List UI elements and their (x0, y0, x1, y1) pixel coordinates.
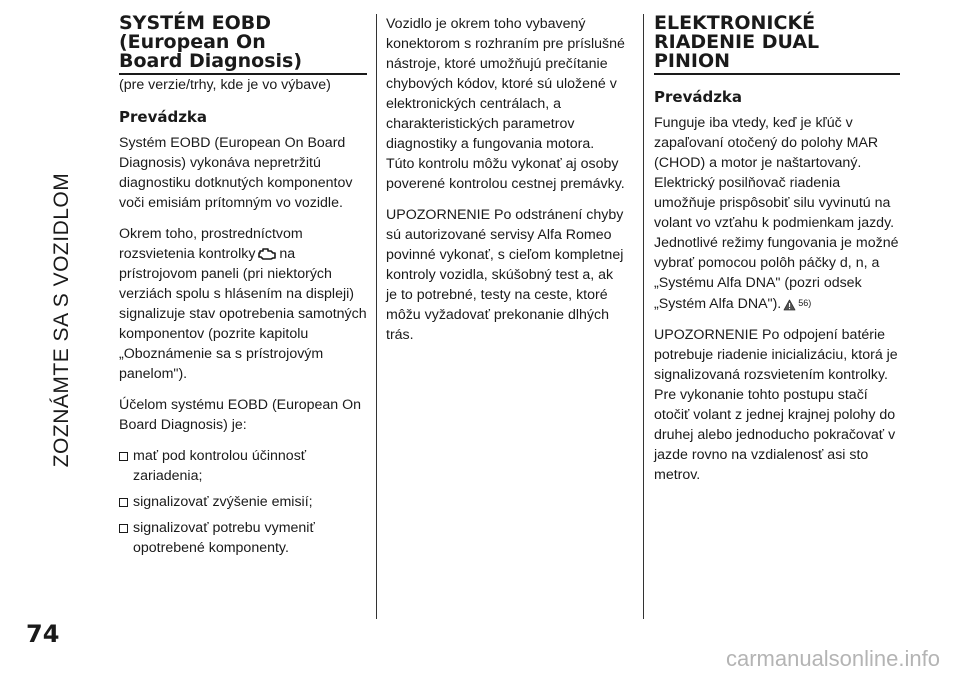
section-title-line: SYSTÉM EOBD (119, 12, 271, 34)
list-item (119, 446, 367, 486)
engine-warning-icon (257, 247, 277, 261)
section-title-line: PINION (654, 50, 731, 72)
section-title-dual-pinion (654, 14, 900, 75)
list-item-text: signalizovať potrebu vymeniť opotrebené komponenty. (133, 520, 315, 556)
availability-note: (pre verzie/trhy, kde je vo výbave) (119, 77, 331, 93)
column-divider (376, 14, 377, 619)
warning-paragraph: UPOZORNENIE Po odpojení batérie potrebuje riadenie inicializáciu, ktorá je signalizovaná rozsvietením kontrolky. Pre vykonanie tohto postupu stačí otočiť volant z jednej krajnej polohy do druhej alebo jednoducho pokračovať v jazde rovno na vzdialenosť asi sto metrov. (654, 327, 898, 483)
paragraph-text: na prístrojovom paneli (pri niektorých verziách spolu s hlásením na displeji) signalizuje stav opotrebenia samotných komponentov (pozrite kapitolu „Oboznámenie sa s prístrojovým panelom"). (119, 246, 367, 382)
list-item-text: signalizovať zvýšenie emisií; (133, 494, 313, 510)
side-chapter-title-text: ZOZNÁMTE SA S VOZIDLOM (50, 172, 73, 468)
column-divider (643, 14, 644, 619)
paragraph: Vozidlo je okrem toho vybavený konektorom s rozhraním pre príslušné nástroje, ktoré umožňujú prečítanie chybových kódov, ktoré sú uložené v elektronických centrálach, a charakteristických parametrov diagnostiky a fungovania motora. Túto kontrolu môžu vykonať aj osoby poverené kontrolou cestnej premávky. (386, 16, 625, 192)
paragraph: Účelom systému EOBD (European On Board Diagnosis) je: (119, 397, 362, 433)
section-title-eobd (119, 14, 367, 75)
section-title-line: RIADENIE DUAL (654, 31, 820, 53)
column-eobd-continued (386, 14, 626, 356)
warning-paragraph: UPOZORNENIE Po odstránení chyby sú autorizované servisy Alfa Romeo povinné vykonať, s cieľom kompletnej kontroly vozidla, skúšobný test a, ak je to potrebné, testy na ceste, ktoré môžu vyžadovať prekonanie dlhých trás. (386, 207, 624, 343)
section-title-line: Board Diagnosis) (119, 50, 303, 72)
purpose-list (119, 446, 367, 558)
paragraph-text: Okrem toho, prostredníctvom rozsvietenia kontrolky (119, 226, 303, 262)
section-title-line: ELEKTRONICKÉ (654, 12, 816, 34)
list-item-text: mať pod kontrolou účinnosť zariadenia; (133, 448, 307, 484)
subsection-title-operation: Prevádzka (119, 108, 208, 126)
paragraph (119, 224, 367, 384)
watermark: carmanualsonline.info (725, 646, 940, 671)
checkbox-bullet-icon (119, 498, 128, 507)
list-item (119, 492, 367, 512)
paragraph (654, 113, 900, 314)
warning-triangle-icon (783, 299, 796, 311)
list-item (119, 518, 367, 558)
checkbox-bullet-icon (119, 524, 128, 533)
column-eobd (119, 14, 367, 564)
page-number: 74 (26, 620, 60, 648)
subsection-title-operation: Prevádzka (654, 88, 743, 106)
section-title-line: (European On (119, 31, 266, 53)
reference-number: 56) (798, 298, 812, 308)
paragraph-text: Funguje iba vtedy, keď je kľúč v zapaľovaní otočený do polohy MAR (CHOD) a motor je naštartovaný. Elektrický posilňovač riadenia umožňuje prispôsobiť silu vyvinutú na volant vo vzťahu k podmienkam jazdy. Jednotlivé režimy fungovania je možné vybrať pomocou polôh páčky d, n, a „Systému Alfa DNA" (pozri odsek „Systém Alfa DNA"). (654, 115, 899, 312)
paragraph: Systém EOBD (European On Board Diagnosis) vykonáva nepretržitú diagnostiku dotknutých komponentov voči emisiám prítomným vo vozidle. (119, 135, 353, 211)
checkbox-bullet-icon (119, 452, 128, 461)
column-dual-pinion (654, 14, 900, 496)
